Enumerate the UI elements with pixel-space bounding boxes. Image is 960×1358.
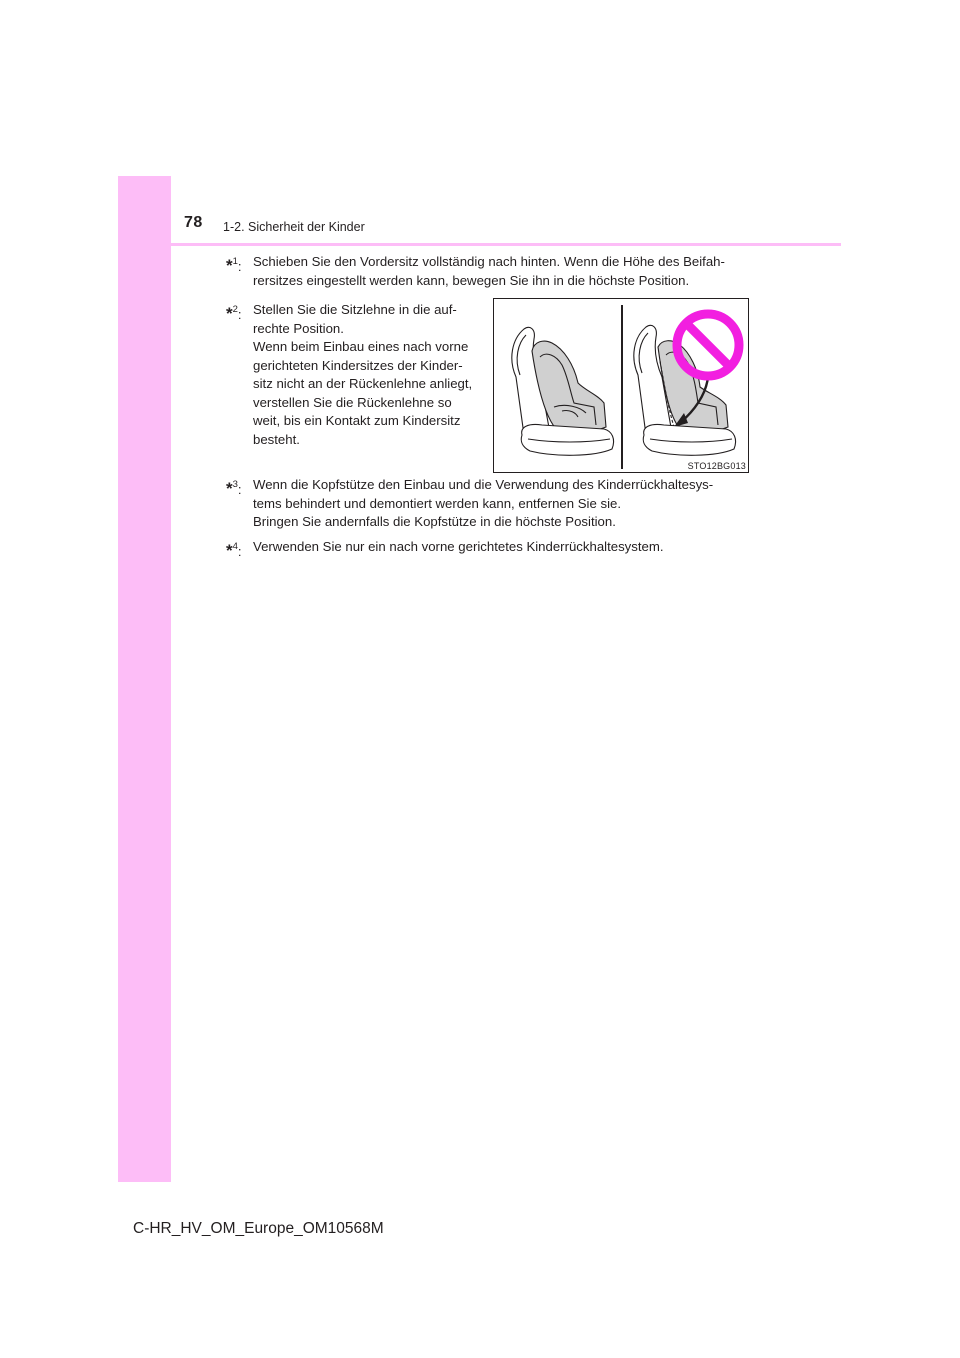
note-text: Schieben Sie den Vordersitz vollständig nach hinten. Wenn die Höhe des Beifah- rersitzes eingestellt werden kann, bewegen Sie ihn in die höchste Position. xyxy=(253,254,725,288)
figure-code: STO12BG013 xyxy=(687,461,746,471)
note-1 xyxy=(226,253,746,290)
note-marker: *$^2$: xyxy=(226,304,242,323)
note-text: Verwenden Sie nur ein nach vorne gerichtetes Kinderrückhaltesystem. xyxy=(253,539,664,554)
note-4 xyxy=(226,538,746,560)
child-seat-correct-icon xyxy=(512,327,614,455)
seat-illustration-graphic xyxy=(494,299,748,472)
prohibition-sign-icon xyxy=(677,314,739,376)
document-id: C-HR_HV_OM_Europe_OM10568M xyxy=(133,1220,384,1237)
page-number: 78 xyxy=(184,214,203,231)
note-text: Stellen Sie die Sitzlehne in die auf- rechte Position. Wenn beim Einbau eines nach vorne gerichteten Kindersitzes der Kinder- sitz nicht an der Rückenlehne anliegt, verstellen Sie die Rückenlehne so weit, bis ein Kontakt zum Kindersitz besteht. xyxy=(253,302,473,447)
note-marker: *$^4$: xyxy=(226,541,242,560)
note-marker: *$^1$: xyxy=(226,256,242,275)
seat-illustration xyxy=(493,298,749,473)
note-3 xyxy=(226,476,746,532)
child-seat-prohibited-icon xyxy=(634,325,736,455)
note-2 xyxy=(226,301,479,449)
header-rule xyxy=(118,243,841,246)
note-text: Wenn die Kopfstütze den Einbau und die Verwendung des Kinderrückhaltesys- tems behindert und demontiert werden kann, entfernen Sie sie. Bringen Sie andernfalls die Kopfstütze in die höchste Position. xyxy=(253,477,714,529)
section-title: 1-2. Sicherheit der Kinder xyxy=(223,220,365,234)
side-tab-band xyxy=(118,176,171,1182)
note-marker: *$^3$: xyxy=(226,479,242,498)
